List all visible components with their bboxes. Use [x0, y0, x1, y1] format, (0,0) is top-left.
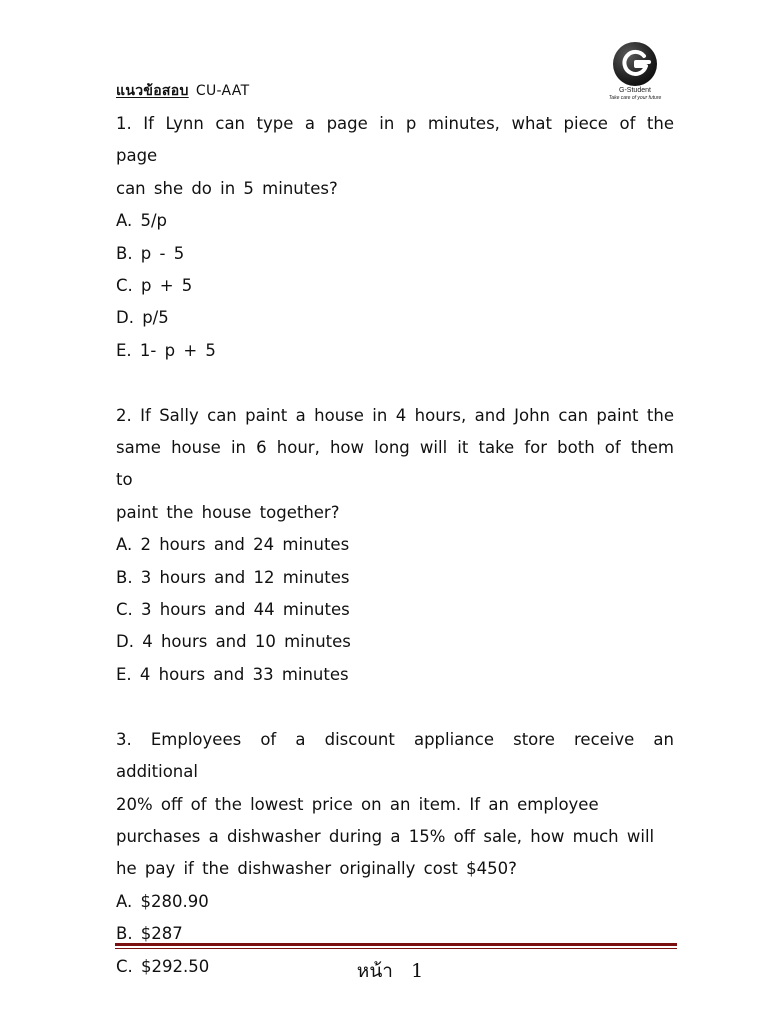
question-2-line-3: paint the house together?	[116, 502, 340, 522]
question-1-choice-e: E. 1- p + 5	[116, 340, 216, 360]
question-3-choice-a: A. $280.90	[116, 891, 209, 911]
page-number	[340, 956, 440, 986]
logo-slogan: Take care of your future	[608, 95, 662, 101]
question-3-line-3: purchases a dishwasher during a 15% off sale, how much will	[116, 826, 655, 846]
question-1-choice-c: C. p + 5	[116, 276, 193, 296]
question-2-line-2: same house in 6 hour, how long will it take for both of them to	[116, 438, 674, 490]
spacer	[116, 691, 674, 723]
question-3-line-2: 20% off of the lowest price on an item. If an employee	[116, 794, 599, 814]
question-1-line-1: 1. If Lynn can type a page in p minutes, what piece of the page	[116, 114, 674, 166]
question-3-line-1: 3. Employees of a discount appliance store receive an additional	[116, 729, 674, 782]
question-3-choice-b: B. $287	[116, 924, 183, 944]
question-2-choice-d: D. 4 hours and 10 minutes	[116, 632, 351, 652]
g-student-logo	[600, 42, 670, 104]
question-1-line-2: can she do in 5 minutes?	[116, 178, 338, 198]
question-2-choice-c: C. 3 hours and 44 minutes	[116, 600, 350, 620]
question-2-choice-a: A. 2 hours and 24 minutes	[116, 535, 350, 555]
title-thai: แนวข้อสอบ	[116, 83, 189, 99]
question-1-choice-d: D. p/5	[116, 308, 169, 328]
question-1-choice-b: B. p - 5	[116, 243, 185, 263]
question-3-line-4: he pay if the dishwasher originally cost $450?	[116, 859, 517, 879]
logo-name: G-Student	[619, 87, 651, 94]
question-1-choice-a: A. 5/p	[116, 211, 168, 231]
footer-divider-thin	[115, 948, 677, 949]
g-logo-icon	[613, 42, 657, 86]
page-label: หน้า	[356, 960, 393, 982]
question-content	[116, 108, 674, 983]
question-2-line-1: 2. If Sally can paint a house in 4 hours, and John can paint the	[116, 405, 674, 425]
question-2-choice-e: E. 4 hours and 33 minutes	[116, 664, 349, 684]
spacer	[116, 367, 674, 399]
page-number-value: 1	[411, 960, 424, 982]
footer-divider	[115, 943, 677, 946]
question-3-choice-c: C. $292.50	[116, 956, 210, 976]
document-title	[116, 80, 249, 102]
title-code: CU-AAT	[195, 83, 250, 99]
question-2-choice-b: B. 3 hours and 12 minutes	[116, 567, 350, 587]
